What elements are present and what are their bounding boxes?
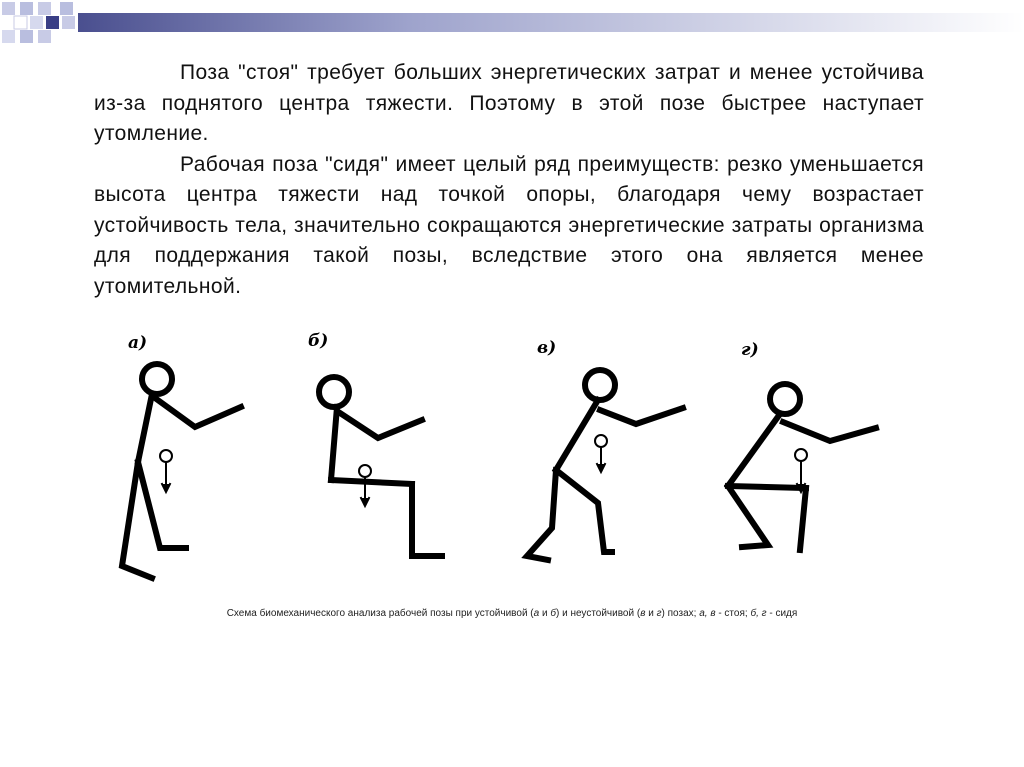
caption-italic: г <box>656 608 662 619</box>
center-of-gravity-marker <box>160 450 172 492</box>
center-of-gravity-marker <box>359 465 371 506</box>
header-square <box>2 30 15 43</box>
caption-italic: а <box>533 608 540 619</box>
shin-front <box>800 488 806 550</box>
head <box>142 364 172 394</box>
center-of-gravity-marker <box>595 435 607 472</box>
header-square <box>2 2 15 15</box>
torso <box>728 414 780 486</box>
header-square <box>20 30 33 43</box>
caption-italic: б <box>550 608 556 619</box>
caption-text: - сидя <box>766 608 798 619</box>
header-square <box>62 16 75 29</box>
header-square <box>60 2 73 15</box>
thigh <box>331 480 412 484</box>
figure-label-a: а) <box>128 333 148 353</box>
header-square <box>30 16 43 29</box>
center-of-gravity-marker <box>795 449 807 492</box>
caption-italic: в <box>640 608 646 619</box>
arm <box>600 408 683 424</box>
body-text <box>94 58 924 302</box>
torso <box>331 407 337 480</box>
figure-g-sitting <box>728 340 876 550</box>
figure-label-b: б) <box>308 331 329 351</box>
figure-b-sitting <box>308 331 442 556</box>
header-square <box>38 30 51 43</box>
thigh <box>728 486 806 488</box>
caption-text: и <box>539 608 551 619</box>
shin <box>412 484 442 556</box>
head <box>770 384 800 414</box>
header-decoration <box>0 0 1024 50</box>
header-square <box>14 16 27 29</box>
torso <box>556 400 598 470</box>
leg-front <box>556 470 612 552</box>
shin-back <box>728 486 768 547</box>
caption-text: ) позах; <box>661 608 700 619</box>
figure-label-g: г) <box>741 340 759 360</box>
figure-v-standing <box>527 338 683 560</box>
caption-italic: а, в <box>699 608 716 619</box>
header-square <box>38 2 51 15</box>
figure-label-v: в) <box>537 338 557 358</box>
leg-back <box>122 462 152 578</box>
arm <box>340 413 422 438</box>
paragraph-sitting: Рабочая поза "сидя" имеет целый ряд преимуществ: резко уменьшается высота центра тяжести над точкой опоры, благодаря чему возрастает устойчивость тела, значительно сокращаются энергетические затраты организма для поддержания такой позы, вследствие этого она является менее утомительной. <box>94 152 924 298</box>
figure-a-standing <box>122 333 241 578</box>
leg-front <box>138 462 186 548</box>
paragraph-standing: Поза "стоя" требует больших энергетических затрат и менее устойчива из-за поднятого центра тяжести. Поэтому в этой позе быстрее наступает утомление. <box>94 61 924 145</box>
arm <box>155 398 241 427</box>
leg-back <box>527 470 556 560</box>
caption-text: - стоя; <box>715 608 751 619</box>
head <box>585 370 615 400</box>
arm <box>783 422 876 441</box>
head <box>319 377 349 407</box>
caption-text: и <box>645 608 657 619</box>
header-square <box>46 16 59 29</box>
figure-caption <box>0 608 1024 619</box>
header-gradient-bar <box>78 13 1024 32</box>
torso <box>138 394 152 462</box>
caption-italic: б, г <box>750 608 767 619</box>
caption-text: ) и неустойчивой ( <box>555 608 641 619</box>
header-square <box>20 2 33 15</box>
posture-figure <box>0 320 1024 600</box>
caption-text: Схема биомеханического анализа рабочей позы при устойчивой ( <box>226 608 534 619</box>
